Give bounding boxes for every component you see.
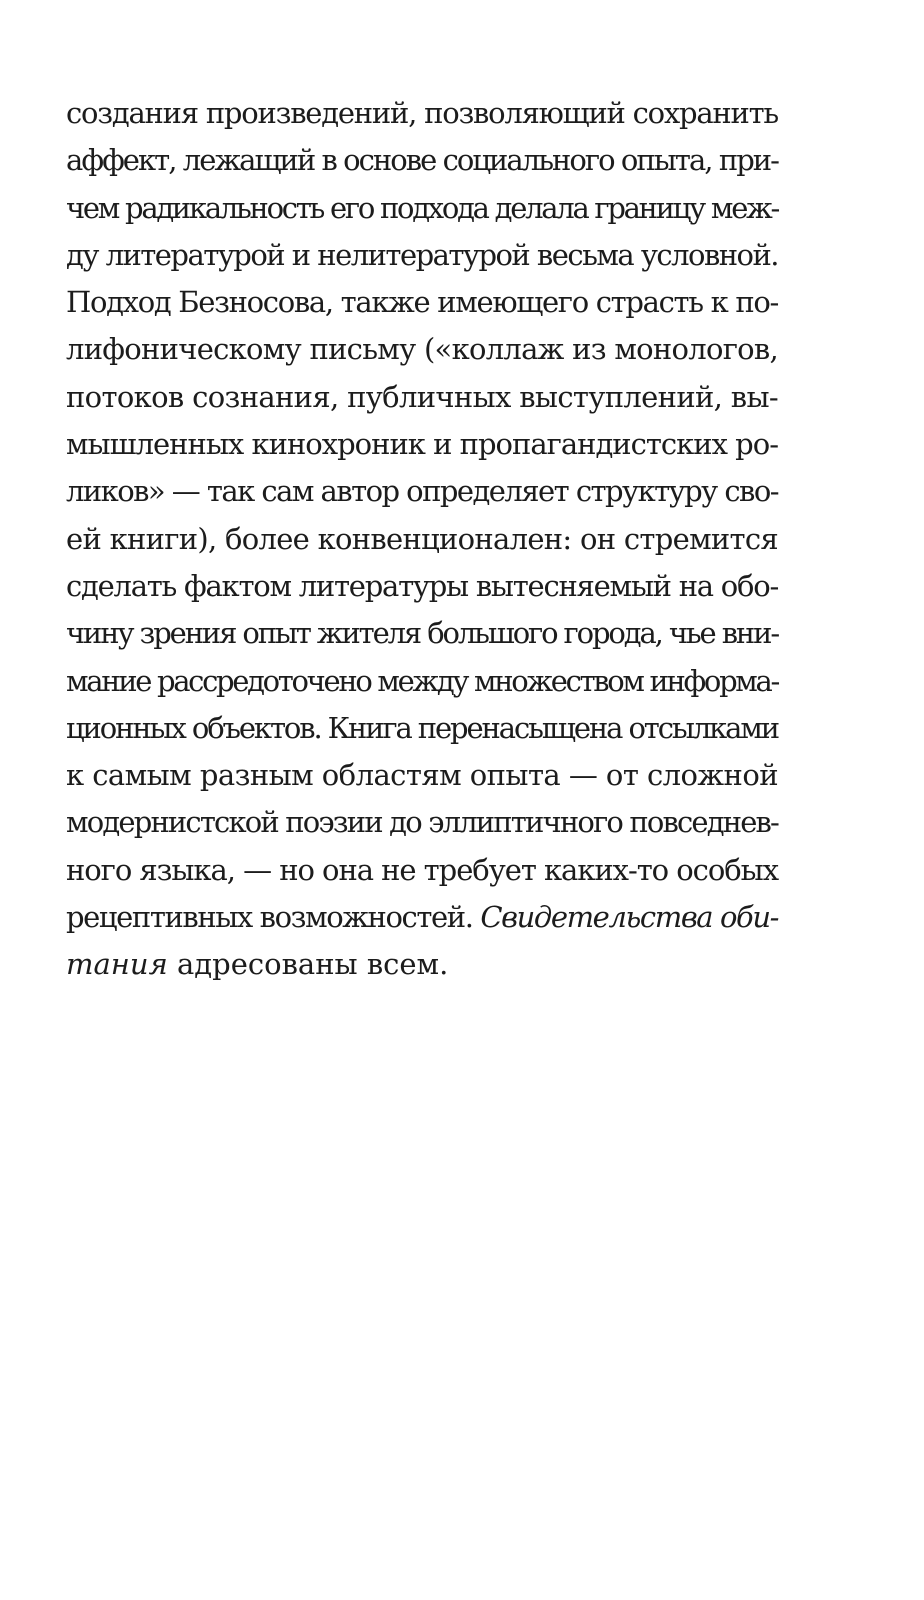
text-line: ликов» — так сам автор определяет структуру сво- — [66, 474, 779, 509]
text-line: создания произведений, позволяющий сохранить — [66, 96, 778, 130]
book-title-fragment: Свидетельства оби- — [480, 900, 779, 935]
text-line: ду литературой и нелитературой весьма условной. — [66, 237, 778, 272]
text-line: чем радикальность его подхода делала границу меж- — [66, 190, 779, 225]
body-paragraph — [66, 90, 778, 989]
text-segment: адресованы всем. — [167, 947, 449, 982]
text-line: сделать фактом литературы вытесняемый на обо- — [66, 568, 779, 603]
text-line: ей книги), более конвенционален: он стремится — [66, 521, 779, 556]
text-line: ционных объектов. Книга перенасыщена отсылками — [66, 710, 778, 745]
text-line — [66, 894, 778, 941]
text-line: лифоническому письму («коллаж из монологов, — [66, 332, 779, 367]
text-line — [66, 941, 778, 988]
text-line: чину зрения опыт жителя большого города, чье вни- — [66, 616, 778, 651]
text-line: модернистской поэзии до эллиптичного повседнев- — [66, 805, 779, 840]
text-line: мышленных кинохроник и пропагандистских ро- — [66, 427, 779, 462]
text-line: ного языка, — но она не требует каких-то особых — [66, 852, 779, 887]
text-segment: рецептивных возможностей. — [66, 900, 481, 935]
text-line: аффект, лежащий в основе социального опыта, при- — [66, 143, 779, 178]
text-line: потоков сознания, публичных выступлений, вы- — [66, 379, 779, 414]
text-line: Подход Безносова, также имеющего страсть к по- — [66, 285, 779, 320]
text-line: к самым разным областям опыта — от сложной — [66, 758, 778, 793]
text-line: мание рассредоточено между множеством информа- — [66, 663, 778, 698]
book-title-fragment: тания — [66, 947, 168, 982]
